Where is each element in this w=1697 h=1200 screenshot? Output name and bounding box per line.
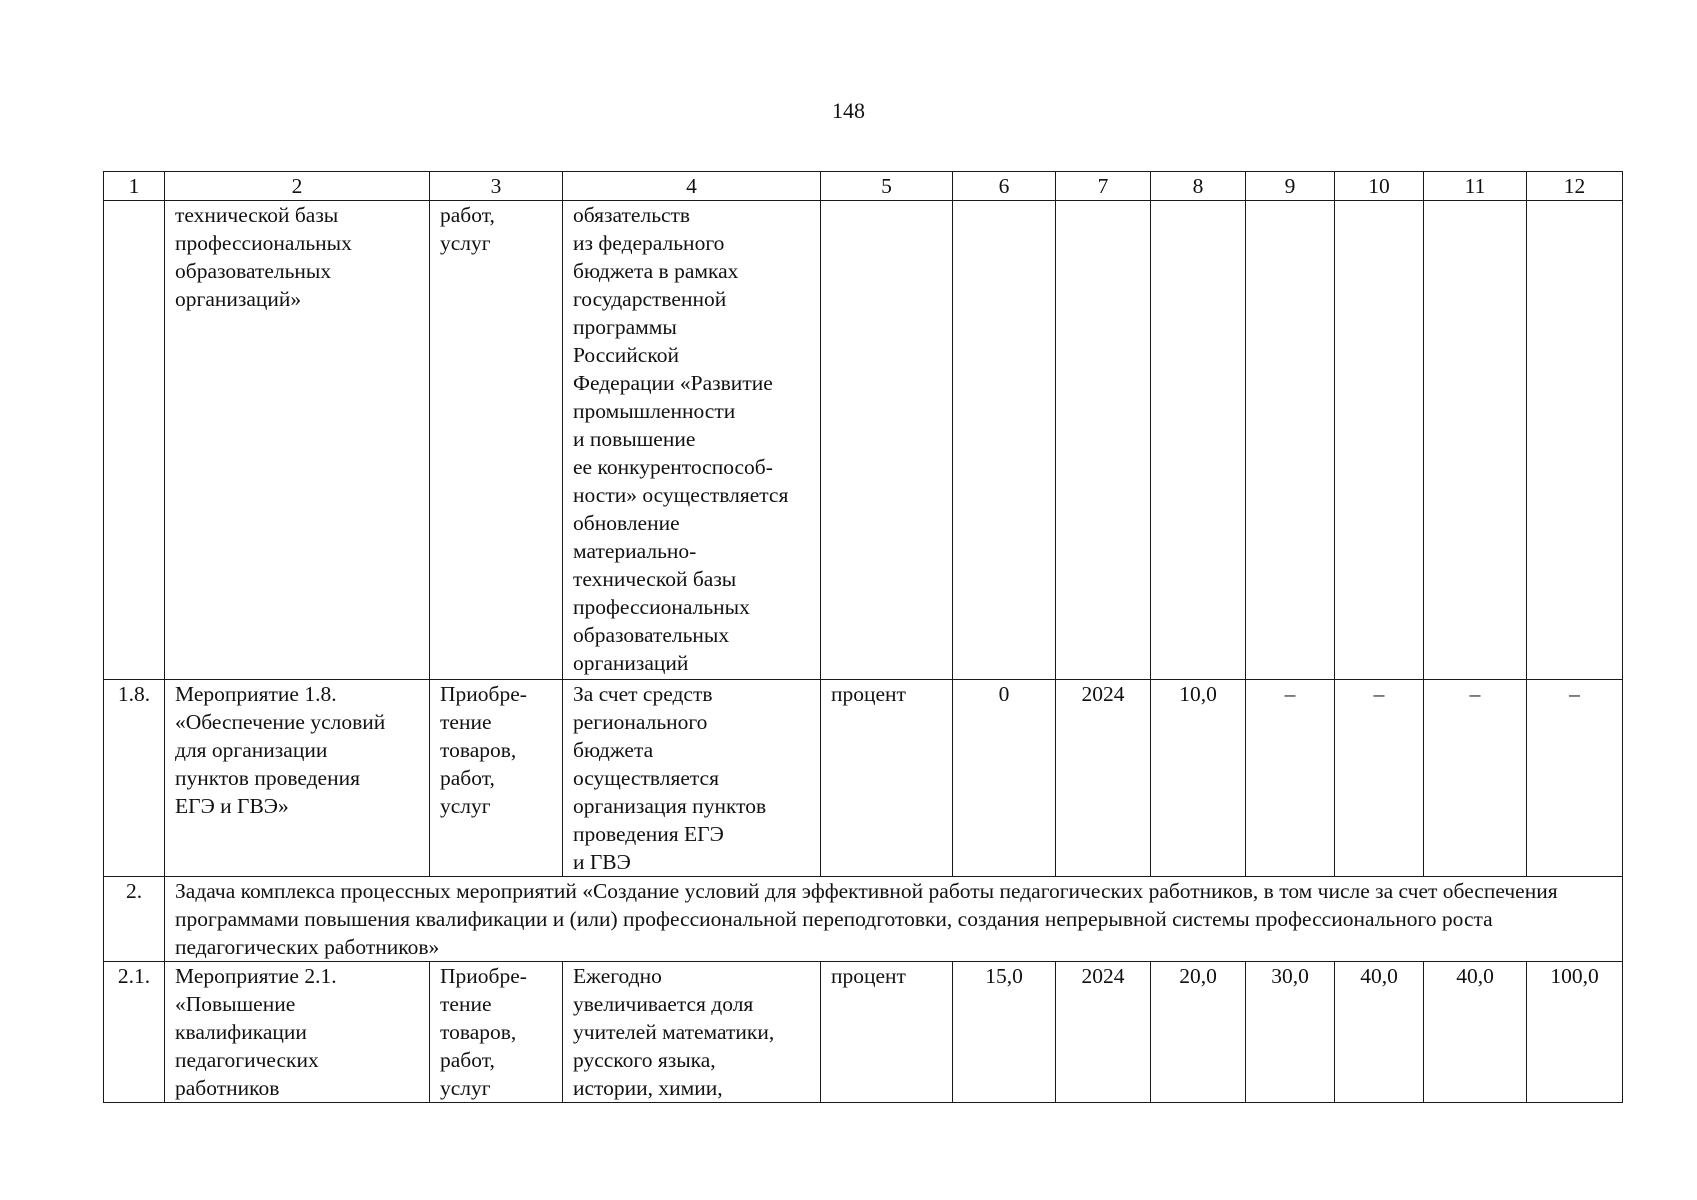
table-row-2-1 <box>104 962 1623 1103</box>
header-cell-6: 6 <box>953 172 1056 201</box>
task-description-cell: Задача комплекса процессных мероприятий «Создание условий для эффективной работы педагогических работников, в том числе за счет обеспечения программами повышения квалификации и (или) профессиональной переподготовки, создания непрерывной системы профессионального роста педагогических работников» <box>165 877 1623 962</box>
unit-cell: процент <box>821 680 953 877</box>
header-cell-9: 9 <box>1246 172 1335 201</box>
value-cell-12: 100,0 <box>1527 962 1623 1103</box>
table-row-continued <box>104 201 1623 680</box>
measure-type-cell: Приобре- тение товаров, работ, услуг <box>430 962 563 1103</box>
value-cell-11: 40,0 <box>1424 962 1527 1103</box>
header-row <box>104 172 1623 201</box>
measures-table <box>103 171 1623 1103</box>
value-cell-10: – <box>1335 680 1424 877</box>
value-cell-9: – <box>1246 680 1335 877</box>
value-cell-8 <box>1151 201 1246 680</box>
base-value-cell <box>953 201 1056 680</box>
value-cell-10 <box>1335 201 1424 680</box>
measure-name-cell: Мероприятие 1.8. «Обеспечение условий для организации пунктов проведения ЕГЭ и ГВЭ» <box>165 680 430 877</box>
row-number-cell: 2. <box>104 877 165 962</box>
header-cell-1: 1 <box>104 172 165 201</box>
value-cell-12: – <box>1527 680 1623 877</box>
value-cell-11 <box>1424 201 1527 680</box>
header-cell-3: 3 <box>430 172 563 201</box>
measure-description-cell: Ежегодно увеличивается доля учителей математики, русского языка, истории, химии, <box>563 962 821 1103</box>
base-value-cell: 15,0 <box>953 962 1056 1103</box>
value-cell-11: – <box>1424 680 1527 877</box>
value-cell-10: 40,0 <box>1335 962 1424 1103</box>
measure-name-cell: Мероприятие 2.1. «Повышение квалификации педагогических работников <box>165 962 430 1103</box>
base-year-cell <box>1056 201 1151 680</box>
unit-cell <box>821 201 953 680</box>
base-value-cell: 0 <box>953 680 1056 877</box>
value-cell-8: 10,0 <box>1151 680 1246 877</box>
value-cell-9: 30,0 <box>1246 962 1335 1103</box>
row-number-cell <box>104 201 165 680</box>
measure-type-cell: работ, услуг <box>430 201 563 680</box>
row-number-cell: 2.1. <box>104 962 165 1103</box>
page-number: 148 <box>832 98 865 123</box>
measure-description-cell: За счет средств регионального бюджета осуществляется организация пунктов проведения ЕГЭ и ГВЭ <box>563 680 821 877</box>
measure-type-cell: Приобре- тение товаров, работ, услуг <box>430 680 563 877</box>
row-number-cell: 1.8. <box>104 680 165 877</box>
value-cell-12 <box>1527 201 1623 680</box>
header-cell-2: 2 <box>165 172 430 201</box>
header-cell-4: 4 <box>563 172 821 201</box>
value-cell-9 <box>1246 201 1335 680</box>
task-row-2 <box>104 877 1623 962</box>
header-cell-5: 5 <box>821 172 953 201</box>
header-cell-7: 7 <box>1056 172 1151 201</box>
value-cell-8: 20,0 <box>1151 962 1246 1103</box>
measure-description-cell: обязательств из федерального бюджета в рамках государственной программы Российской Федерации «Развитие промышленности и повышение ее конкурентоспособ- ности» осуществляется обновление материально- технической базы профессиональных образовательных организаций <box>563 201 821 680</box>
header-cell-10: 10 <box>1335 172 1424 201</box>
base-year-cell: 2024 <box>1056 962 1151 1103</box>
base-year-cell: 2024 <box>1056 680 1151 877</box>
header-cell-8: 8 <box>1151 172 1246 201</box>
unit-cell: процент <box>821 962 953 1103</box>
table-row-1-8 <box>104 680 1623 877</box>
header-cell-12: 12 <box>1527 172 1623 201</box>
measure-name-cell: технической базы профессиональных образовательных организаций» <box>165 201 430 680</box>
header-cell-11: 11 <box>1424 172 1527 201</box>
